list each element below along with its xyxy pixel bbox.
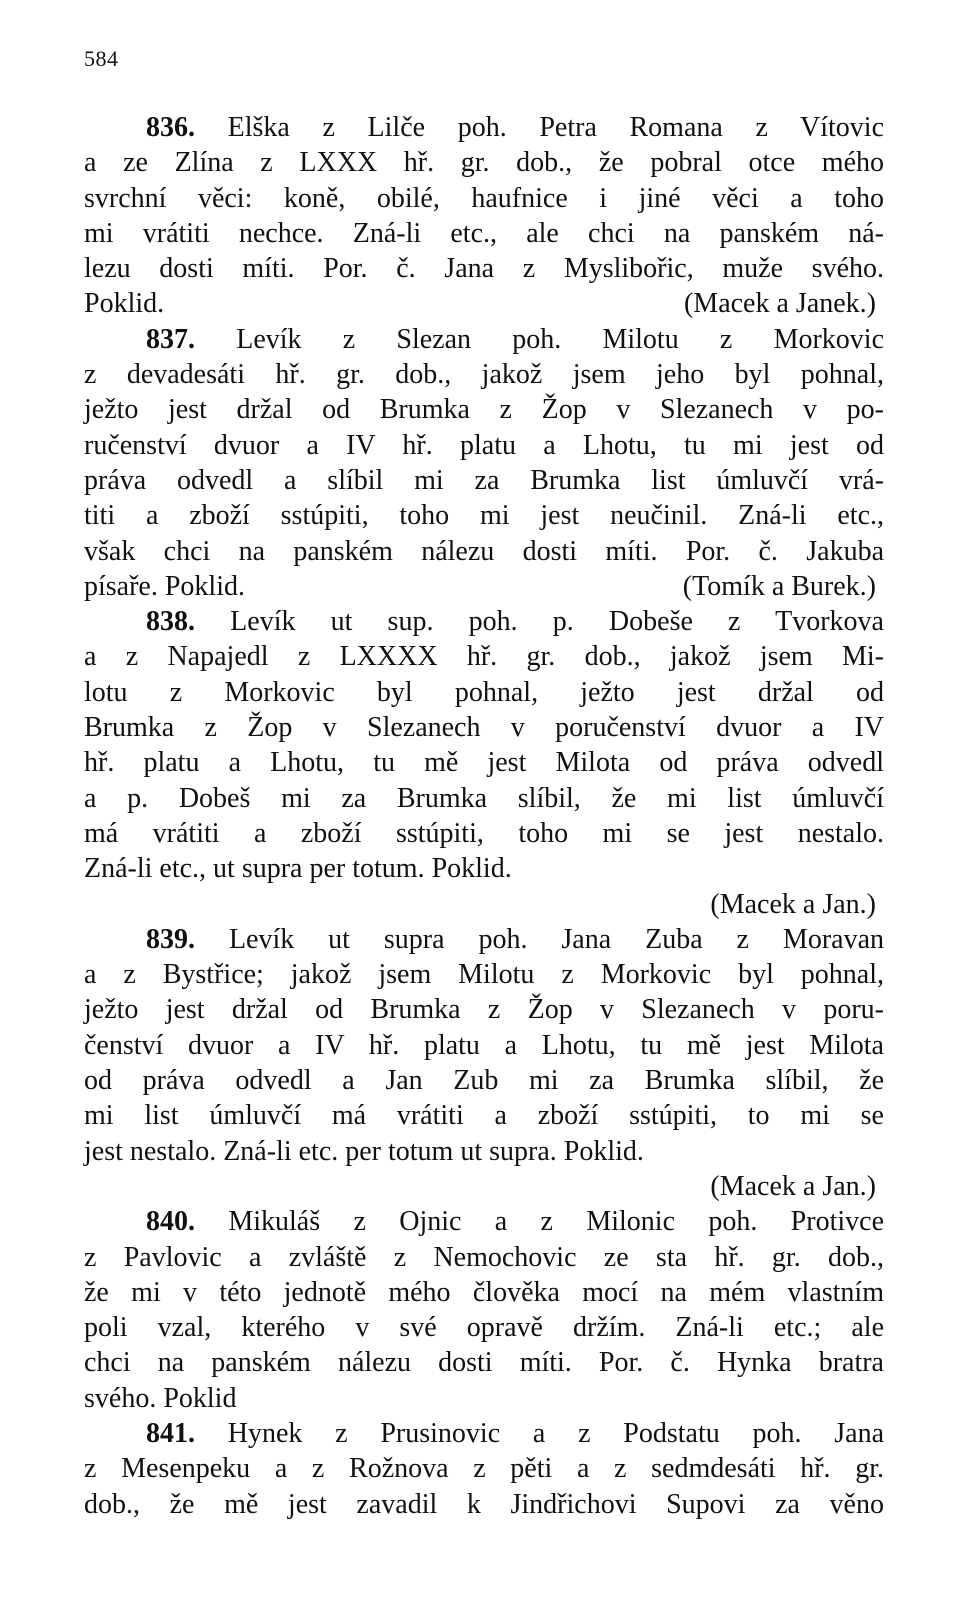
entry-text: Hynek z Prusinovic a z Podstatu poh. Jana: [227, 1417, 885, 1449]
entry-first-line: [84, 604, 884, 639]
scribe-signature: (Macek a Janek.): [683, 288, 876, 320]
entry-first-line: [84, 110, 884, 145]
text-line: svého. Poklid: [84, 1382, 237, 1414]
entry-first-line: [84, 1416, 884, 1451]
text-line: ježto jest držal od Brumka z Žop v Slezanech v poru-: [84, 994, 884, 1026]
entry-number: 841.: [146, 1417, 195, 1449]
text-line: a z Napajedl z LXXXX hř. gr. dob., jakož jsem Mi-: [84, 641, 884, 673]
text-line: a z Bystřice; jakož jsem Milotu z Morkovic byl pohnal,: [84, 959, 884, 991]
text-line: čenství dvuor a IV hř. platu a Lhotu, tu mě jest Milota: [84, 1029, 884, 1061]
scribe-signature: (Macek a Jan.): [710, 888, 876, 920]
text-line: lotu z Morkovic byl pohnal, ježto jest držal od: [84, 676, 884, 708]
text-line: ručenství dvuor a IV hř. platu a Lhotu, tu mi jest od: [84, 429, 884, 461]
text-line: ježto jest držal od Brumka z Žop v Slezanech v po-: [84, 394, 884, 426]
text-line: Brumka z Žop v Slezanech v poručenství dvuor a IV: [84, 712, 884, 744]
text-line: svrchní věci: koně, obilé, haufnice i jiné věci a toho: [84, 182, 884, 214]
text-line: a ze Zlína z LXXX hř. gr. dob., že pobral otce mého: [84, 147, 884, 179]
entry-first-line: [84, 922, 884, 957]
text-line: poli vzal, kterého v své opravě držím. Zná-li etc.; ale: [84, 1312, 884, 1344]
text-line: že mi v této jednotě mého člověka mocí na mém vlastním: [84, 1276, 884, 1308]
text-line: lezu dosti míti. Por. č. Jana z Myslibořic, muže svého.: [84, 253, 884, 285]
entry-number: 837.: [146, 323, 195, 355]
entry-number: 840.: [146, 1206, 195, 1238]
text-line: a p. Dobeš mi za Brumka slíbil, že mi list úmluvčí: [84, 782, 884, 814]
text-line: jest nestalo. Zná-li etc. per totum ut supra. Poklid.: [84, 1135, 644, 1167]
entry-first-line: [84, 1204, 884, 1239]
text-line: mi vrátiti nechce. Zná-li etc., ale chci na panském ná-: [84, 217, 884, 249]
entry-number: 838.: [146, 606, 195, 638]
entry-text: Levík ut sup. poh. p. Dobeše z Tvorkova: [230, 606, 884, 638]
text-line: má vrátiti a zboží sstúpiti, toho mi se jest nestalo.: [84, 817, 884, 849]
text-line: z Pavlovic a zvláště z Nemochovic ze sta hř. gr. dob.,: [84, 1241, 884, 1273]
entry-text: Mikuláš z Ojnic a z Milonic poh. Protivce: [228, 1206, 884, 1238]
text-line: dob., že mě jest zavadil k Jindřichovi Supovi za věno: [84, 1488, 884, 1520]
page-number: 584: [84, 46, 119, 71]
text-line: od práva odvedl a Jan Zub mi za Brumka slíbil, že: [84, 1065, 884, 1097]
text-line: z devadesáti hř. gr. dob., jakož jsem jeho byl pohnal,: [84, 359, 884, 391]
entry-number: 839.: [146, 923, 195, 955]
text-line: hř. platu a Lhotu, tu mě jest Milota od práva odvedl: [84, 747, 884, 779]
entry-text: Levík ut supra poh. Jana Zuba z Moravan: [228, 923, 884, 955]
entry-text: Elška z Lilče poh. Petra Romana z Vítovic: [227, 112, 884, 143]
text-line: mi list úmluvčí má vrátiti a zboží sstúpiti, to mi se: [84, 1100, 884, 1132]
text-line: Zná-li etc., ut supra per totum. Poklid.: [84, 853, 512, 885]
entry-number: 836.: [146, 112, 195, 143]
text-line: z Mesenpeku a z Rožnova z pěti a z sedmdesáti hř. gr.: [84, 1453, 884, 1485]
text-line: titi a zboží sstúpiti, toho mi jest neučinil. Zná-li etc.,: [84, 500, 884, 532]
text-line: chci na panském nálezu dosti míti. Por. č. Hynka bratra: [84, 1347, 884, 1379]
scribe-signature: (Tomík a Burek.): [682, 570, 876, 602]
entry-text: Levík z Slezan poh. Milotu z Morkovic: [236, 323, 884, 355]
document-body: 836. Elška z Lilče poh. Petra Romana z Vítovic a ze Zlína z LXXX hř. gr. dob., že pobral otce mého svrchní věci: koně, obilé, haufnice i jiné věci a toho mi vrátiti nechce. Zná-li etc., ale chci na panském ná- lezu dosti míti. Por. č. Jana z Myslibořic, muže svého. Poklid. (Macek a Janek.) 837. Levík z Slezan poh. Milotu z Morkovic z devadesáti hř. gr. dob., jakož jsem jeho byl pohnal, ježto jest držal od Brumka z Žop v Slezanech v po- ručenství dvuor a IV hř. platu a Lhotu, tu mi jest od práva odvedl a slíbil mi za Brumka list úmluvčí vrá- titi a zboží sstúpiti, toho mi jest neučinil. Zná-li etc., však chci na panském nálezu dosti míti. Por. č. Jakuba písaře. Poklid. (Tomík a Burek.) 838. Levík ut sup. poh. p. Dobeše z Tvorkova a z Napajedl z LXXXX hř. gr. dob., jakož jsem Mi- lotu z Morkovic byl pohnal, ježto jest držal od Brumka z Žop v Slezanech v poručenství dvuor a IV hř. platu a Lhotu, tu mě jest Milota od práva odvedl a p. Dobeš mi za Brumka slíbil, že mi list úmluvčí má vrátiti a zboží sstúpiti, toho mi se jest nestalo. Zná-li etc., ut supra per totum. Poklid. (Macek a Jan.) 839. Levík ut supra poh. Jana Zuba z Moravan a z Bystřice; jakož jsem Milotu z Morkovic byl pohnal, ježto jest držal od Brumka z Žop v Slezanech v poru- čenství dvuor a IV hř. platu a Lhotu, tu mě jest Milota od práva odvedl a Jan Zub mi za Brumka slíbil, že mi list úmluvčí má vrátiti a zboží sstúpiti, to mi se jest nestalo. Zná-li etc. per totum ut supra. Poklid. (Macek a Jan.) 840. Mikuláš z Ojnic a z Milonic poh. Protivce z Pavlovic a zvláště z Nemochovic ze sta hř. gr. dob., že mi v této jednotě mého člověka mocí na mém vlastním poli vzal, kterého v své opravě držím. Zná-li etc.; ale chci na panském nálezu dosti míti. Por. č. Hynka bratra svého. Poklid 841. Hynek z Prusinovic a z Podstatu poh. Jana z Mesenpeku a z Rožnova z pěti a z sedmdesáti hř. gr. dob., že mě jest zavadil k Jindřichovi Supovi za věno: [84, 110, 884, 1522]
text-line: však chci na panském nálezu dosti míti. Por. č. Jakuba: [84, 535, 884, 567]
scribe-signature: (Macek a Jan.): [710, 1170, 876, 1202]
entry-first-line: [84, 322, 884, 357]
text-line: práva odvedl a slíbil mi za Brumka list úmluvčí vrá-: [84, 464, 884, 496]
